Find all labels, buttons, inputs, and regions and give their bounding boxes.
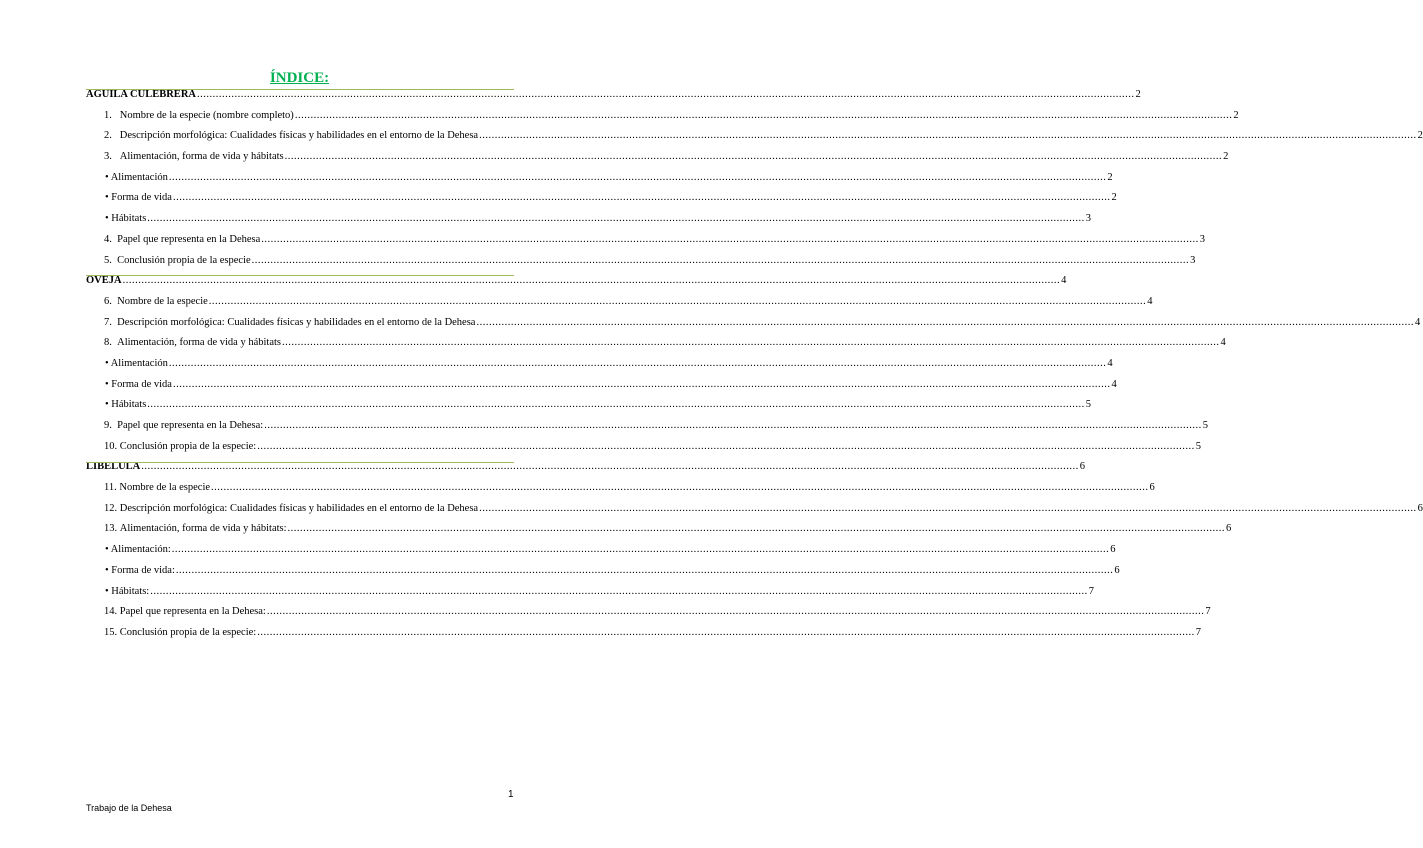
dot-leader: ............................................................................................................................................................................................................................................................................................................ [168, 171, 1107, 183]
toc-entry-page: 6 [1114, 564, 1120, 576]
dot-leader: ............................................................................................................................................................................................................................................................................................................ [208, 295, 1147, 307]
toc-entry-page: 4 [1107, 357, 1113, 369]
toc-entry-page: 3 [1199, 233, 1206, 245]
toc-entry[interactable] [86, 606, 1211, 627]
toc-entry-label: 3. Alimentación, forma de vida y hábitats [104, 151, 284, 163]
section-divider [86, 275, 514, 276]
toc-entry-label: 11. Nombre de la especie [104, 482, 211, 494]
footer-text: Trabajo de la Dehesa [86, 803, 172, 813]
toc-entry-label: • Forma de vida [105, 378, 172, 390]
toc-entry-label: AGUILA CULEBRERA [86, 89, 196, 100]
toc-entry-page: 6 [1149, 482, 1155, 494]
toc-entry-label: 12. Descripción morfológica: Cualidades físicas y habilidades en el entorno de la Dehesa [104, 502, 479, 514]
dot-leader: ............................................................................................................................................................................................................................................................................................................ [284, 151, 1223, 163]
toc-entry-page: 4 [1061, 275, 1067, 287]
toc-entry[interactable] [86, 316, 1421, 338]
dot-leader: ............................................................................................................................................................................................................................................................................................................ [147, 213, 1085, 225]
toc-entry-label: • Alimentación: [105, 544, 171, 556]
toc-entry-label: • Alimentación [105, 171, 168, 183]
toc-entry-label: 7. Descripción morfológica: Cualidades físicas y habilidades en el entorno de la Dehesa [104, 316, 476, 328]
dot-leader: ............................................................................................................................................................................................................................................................................................................ [150, 585, 1088, 597]
toc-entry-page: 2 [1135, 89, 1141, 100]
dot-leader: ............................................................................................................................................................................................................................................................................................................ [257, 440, 1195, 452]
toc-entry-page: 5 [1195, 440, 1201, 452]
toc-entry[interactable] [86, 130, 1423, 151]
dot-leader: ............................................................................................................................................................................................................................................................................................................ [147, 399, 1085, 411]
toc-entry-label: • Hábitats: [105, 585, 150, 597]
toc-entry-page: 4 [1414, 316, 1421, 328]
toc-entry-label: 1. Nombre de la especie (nombre completo) [104, 109, 294, 121]
dot-leader: ............................................................................................................................................................................................................................................................................................................ [266, 606, 1205, 618]
toc-entry-label: 10. Conclusión propia de la especie: [104, 440, 257, 452]
toc-entry[interactable] [86, 233, 1206, 255]
toc-entry-label: 6. Nombre de la especie [104, 295, 208, 307]
toc-entry-page: 2 [1417, 130, 1423, 142]
toc-section-entry[interactable] [86, 275, 1067, 296]
toc-entry-page: 7 [1088, 585, 1094, 597]
toc-entry-page: 2 [1107, 171, 1113, 183]
toc-entry-page: 5 [1085, 399, 1092, 411]
toc-entry-label: 2. Descripción morfológica: Cualidades físicas y habilidades en el entorno de la Dehesa [104, 130, 479, 142]
toc-entry-label: • Forma de vida [105, 192, 172, 204]
toc-entry-label: 9. Papel que representa en la Dehesa: [104, 420, 264, 431]
dot-leader: ............................................................................................................................................................................................................................................................................................................ [479, 130, 1417, 142]
table-of-contents [86, 89, 1423, 648]
toc-entry-page: 4 [1147, 295, 1153, 307]
toc-entry-page: 4 [1220, 337, 1226, 349]
toc-entry-label: 4. Papel que representa en la Dehesa [104, 233, 261, 245]
toc-entry-label: • Hábitats [105, 399, 147, 411]
toc-entry-label: 15. Conclusión propia de la especie: [104, 626, 257, 638]
toc-bullet-entry[interactable] [86, 357, 1113, 379]
toc-entry[interactable] [86, 502, 1423, 524]
dot-leader: ............................................................................................................................................................................................................................................................................................................ [294, 109, 1233, 121]
toc-entry[interactable] [86, 523, 1232, 544]
toc-section-entry[interactable] [86, 89, 1141, 110]
toc-entry[interactable] [86, 295, 1153, 317]
toc-entry-label: • Forma de vida: [105, 564, 175, 576]
toc-entry-label: 8. Alimentación, forma de vida y hábitats [104, 337, 281, 349]
toc-entry-page: 6 [1226, 523, 1232, 535]
toc-bullet-entry[interactable] [86, 585, 1094, 607]
toc-entry[interactable] [86, 254, 1196, 276]
dot-leader: ............................................................................................................................................................................................................................................................................................................ [171, 544, 1110, 556]
toc-entry-label: 14. Papel que representa en la Dehesa: [104, 606, 266, 618]
toc-entry[interactable] [86, 151, 1229, 172]
page-number: 1 [508, 789, 514, 800]
toc-entry-label: 13. Alimentación, forma de vida y hábitats: [104, 523, 287, 535]
toc-bullet-entry[interactable] [86, 399, 1092, 420]
toc-entry[interactable] [86, 109, 1239, 131]
toc-bullet-entry[interactable] [86, 192, 1117, 213]
toc-entry-page: 3 [1190, 254, 1196, 266]
toc-bullet-entry[interactable] [86, 213, 1092, 234]
dot-leader: ............................................................................................................................................................................................................................................................................................................ [168, 357, 1107, 369]
toc-bullet-entry[interactable] [86, 378, 1117, 400]
section-divider [86, 462, 514, 463]
toc-entry-page: 7 [1205, 606, 1211, 618]
dot-leader: ............................................................................................................................................................................................................................................................................................................ [282, 337, 1220, 349]
toc-entry-page: 3 [1085, 213, 1092, 225]
dot-leader: ............................................................................................................................................................................................................................................................................................................ [141, 461, 1079, 473]
toc-entry-label: 5. Conclusión propia de la especie [104, 254, 251, 266]
toc-entry[interactable] [86, 420, 1208, 441]
dot-leader: ............................................................................................................................................................................................................................................................................................................ [196, 89, 1135, 100]
dot-leader: ............................................................................................................................................................................................................................................................................................................ [172, 192, 1111, 204]
dot-leader: ............................................................................................................................................................................................................................................................................................................ [122, 275, 1061, 287]
toc-entry-page: 6 [1079, 461, 1086, 473]
toc-entry-page: 2 [1233, 109, 1239, 121]
dot-leader: ............................................................................................................................................................................................................................................................................................................ [175, 564, 1114, 576]
dot-leader: ............................................................................................................................................................................................................................................................................................................ [261, 233, 1199, 245]
dot-leader: ............................................................................................................................................................................................................................................................................................................ [476, 316, 1414, 328]
toc-entry[interactable] [86, 626, 1201, 648]
dot-leader: ............................................................................................................................................................................................................................................................................................................ [257, 626, 1195, 638]
dot-leader: ............................................................................................................................................................................................................................................................................................................ [287, 523, 1226, 535]
toc-section-entry[interactable] [86, 461, 1086, 482]
toc-bullet-entry[interactable] [86, 171, 1113, 193]
toc-entry[interactable] [86, 482, 1155, 503]
toc-entry[interactable] [86, 337, 1226, 358]
section-divider [86, 89, 514, 90]
dot-leader: ............................................................................................................................................................................................................................................................................................................ [211, 482, 1149, 494]
toc-title: ÍNDICE: [269, 70, 330, 86]
dot-leader: ............................................................................................................................................................................................................................................................................................................ [251, 254, 1190, 266]
toc-entry-page: 6 [1110, 544, 1116, 556]
toc-entry[interactable] [86, 440, 1201, 462]
toc-entry-page: 6 [1417, 502, 1423, 514]
toc-entry-label: OVEJA [86, 275, 122, 287]
toc-bullet-entry[interactable] [86, 564, 1120, 586]
dot-leader: ............................................................................................................................................................................................................................................................................................................ [479, 502, 1417, 514]
toc-entry-page: 7 [1195, 626, 1201, 638]
toc-entry-label: • Hábitats [105, 213, 147, 225]
dot-leader: ............................................................................................................................................................................................................................................................................................................ [172, 378, 1111, 390]
dot-leader: ............................................................................................................................................................................................................................................................................................................ [264, 420, 1202, 431]
toc-entry-label: • Alimentación [105, 357, 168, 369]
toc-entry-page: 4 [1111, 378, 1117, 390]
toc-entry-page: 5 [1202, 420, 1208, 431]
toc-entry-label: LIBELULA [86, 461, 141, 473]
toc-bullet-entry[interactable] [86, 544, 1116, 565]
toc-entry-page: 2 [1111, 192, 1117, 204]
toc-entry-page: 2 [1223, 151, 1229, 163]
